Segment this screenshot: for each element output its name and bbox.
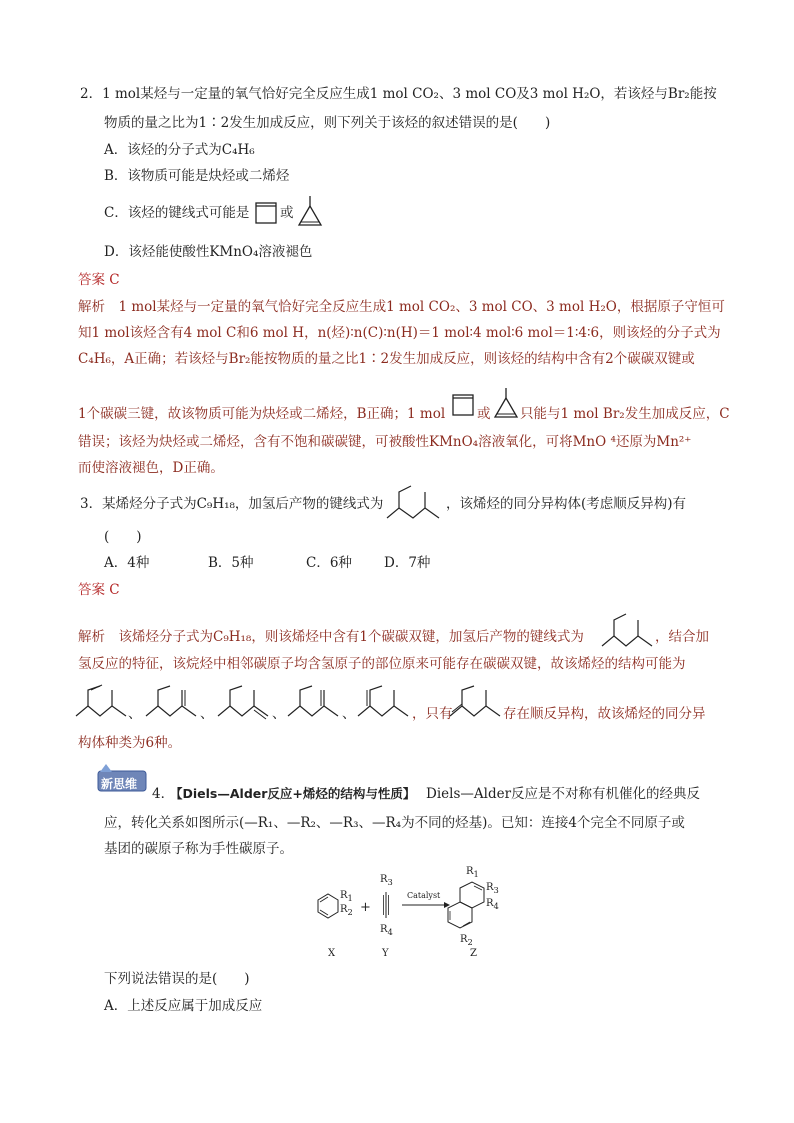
q4-stem-line1: Diels—Alder反应是不对称有机催化的经典反 bbox=[426, 786, 701, 802]
q3-option-a: A．4种 bbox=[104, 555, 150, 571]
q4-title: 【Diels—Alder反应+烯烃的结构与性质】 bbox=[170, 786, 416, 801]
q3-explanation-line1: 解析 该烯烃分子式为C₉H₁₈，则该烯烃中含有1个碳碳双键，加氢后产物的键线式为 bbox=[78, 629, 584, 645]
alkene-isomer-2 bbox=[144, 684, 200, 720]
q2-explanation-line2: 知1 mol该烃含有4 mol C和6 mol H，n(烃)∶n(C)∶n(H)＝1 mol∶4 mol∶6 mol＝1∶4∶6，则该烃的分子式为 bbox=[78, 325, 721, 341]
alkene-isomer-1 bbox=[74, 684, 130, 720]
z-label: Z bbox=[470, 948, 477, 959]
separator-1: 、 bbox=[128, 706, 142, 722]
y-label: Y bbox=[382, 948, 389, 959]
alkene-isomer-5 bbox=[356, 684, 412, 720]
q3-explanation-line3-end: 存在顺反异构，故该烯烃的同分异 bbox=[503, 706, 706, 722]
z-r3-label: $R_3$ bbox=[486, 882, 499, 895]
q3-explanation-line2: 氢反应的特征，该烷烃中相邻碳原子均含氢原子的部位原来可能存在碳碳双键，故该烯烃的结构可能为 bbox=[78, 656, 686, 672]
q2-option-c-or: 或 bbox=[280, 205, 294, 221]
methylcyclopropene-structure bbox=[296, 194, 324, 228]
z-r1-label: $R_1$ bbox=[466, 866, 479, 879]
q2-option-b: B．该物质可能是炔烃或二烯烃 bbox=[104, 168, 290, 184]
z-r2-label: $R_2$ bbox=[460, 934, 473, 947]
q3-explanation-only: ，只有 bbox=[412, 706, 453, 722]
y-r3-label: $R_3$ bbox=[380, 874, 393, 887]
alkene-isomer-4 bbox=[286, 684, 342, 720]
q4-stem-line3: 基团的碳原子称为手性碳原子。 bbox=[104, 841, 293, 857]
alkane-skeletal-structure-2 bbox=[600, 612, 654, 650]
q2-stem-line2: 物质的量之比为1∶2发生加成反应，则下列关于该烃的叙述错误的是( ) bbox=[104, 115, 551, 131]
q2-explanation-line4-end: 只能与1 mol Br₂发生加成反应，C bbox=[520, 406, 730, 422]
q2-explanation-line6: 而使溶液褪色，D正确。 bbox=[78, 460, 224, 476]
alkane-skeletal-structure bbox=[385, 484, 443, 522]
q3-option-c: C．6种 bbox=[306, 555, 352, 571]
x-r2-label: $R_2$ bbox=[340, 904, 353, 917]
separator-3: 、 bbox=[272, 706, 286, 722]
q2-explanation-line5: 错误；该烃为炔烃或二烯烃，含有不饱和碳碳键，可被酸性KMnO₄溶液氧化，可将MnO ⁴还原为Mn²⁺ bbox=[78, 434, 692, 450]
cyclobutene-structure-2 bbox=[452, 394, 474, 416]
q3-explanation-line4: 构体种类为6种。 bbox=[78, 735, 182, 751]
y-r4-label: $R_4$ bbox=[380, 924, 393, 937]
plus-sign: + bbox=[360, 900, 371, 915]
q4-number: 4． bbox=[152, 786, 175, 802]
q4-prompt: 下列说法错误的是( ) bbox=[104, 971, 250, 987]
q3-option-d: D．7种 bbox=[384, 555, 431, 571]
separator-4: 、 bbox=[342, 706, 356, 722]
q3-explanation-line1-end: ，结合加 bbox=[655, 629, 709, 645]
q3-stem-line2: ( ) bbox=[104, 529, 142, 545]
alkene-isomer-3 bbox=[216, 684, 272, 720]
q3-option-b: B．5种 bbox=[208, 555, 254, 571]
q3-stem-line1: 3．某烯烃分子式为C₉H₁₈，加氢后产物的键线式为 bbox=[80, 496, 384, 512]
cyclobutene-structure bbox=[255, 202, 277, 224]
q2-option-d: D．该烃能使酸性KMnO₄溶液褪色 bbox=[104, 244, 313, 260]
q2-option-c-text: C．该烃的键线式可能是 bbox=[104, 205, 250, 221]
z-r4-label: $R_4$ bbox=[486, 898, 499, 911]
catalyst-label: Catalyst bbox=[407, 891, 441, 900]
badge-label: 新思维 bbox=[101, 777, 138, 791]
x-r1-label: $R_1$ bbox=[340, 890, 353, 903]
alkene-isomer-cis-trans bbox=[448, 684, 504, 720]
methylcyclopropene-structure-2 bbox=[492, 386, 520, 420]
diels-alder-scheme bbox=[310, 862, 510, 962]
q2-explanation-line4: 1个碳碳三键，故该物质可能为炔烃或二烯烃，B正确；1 mol bbox=[78, 406, 446, 422]
q3-answer: 答案 C bbox=[78, 582, 120, 598]
new-thinking-badge bbox=[96, 763, 148, 793]
q2-explanation-line1: 解析 1 mol某烃与一定量的氧气恰好完全反应生成1 mol CO₂、3 mol CO、3 mol H₂O，根据原子守恒可 bbox=[78, 299, 725, 315]
q4-option-a: A．上述反应属于加成反应 bbox=[104, 998, 263, 1014]
q2-answer: 答案 C bbox=[78, 272, 120, 288]
q3-stem-line1-end: ，该烯烃的同分异构体(考虑顺反异构)有 bbox=[446, 496, 687, 512]
q2-option-a: A．该烃的分子式为C₄H₆ bbox=[104, 142, 255, 158]
q2-explanation-line3: C₄H₆，A正确；若该烃与Br₂能按物质的量之比1∶2发生加成反应，则该烃的结构中含有2个碳碳双键或 bbox=[78, 351, 695, 367]
q2-stem-line1: 2．1 mol某烃与一定量的氧气恰好完全反应生成1 mol CO₂、3 mol CO及3 mol H₂O，若该烃与Br₂能按 bbox=[80, 86, 717, 102]
q4-stem-line2: 应，转化关系如图所示(—R₁、—R₂、—R₃、—R₄为不同的烃基)。已知：连接4个完全不同原子或 bbox=[104, 815, 685, 831]
x-label: X bbox=[328, 948, 336, 959]
separator-2: 、 bbox=[200, 706, 214, 722]
q2-explanation-or: 或 bbox=[477, 406, 491, 422]
